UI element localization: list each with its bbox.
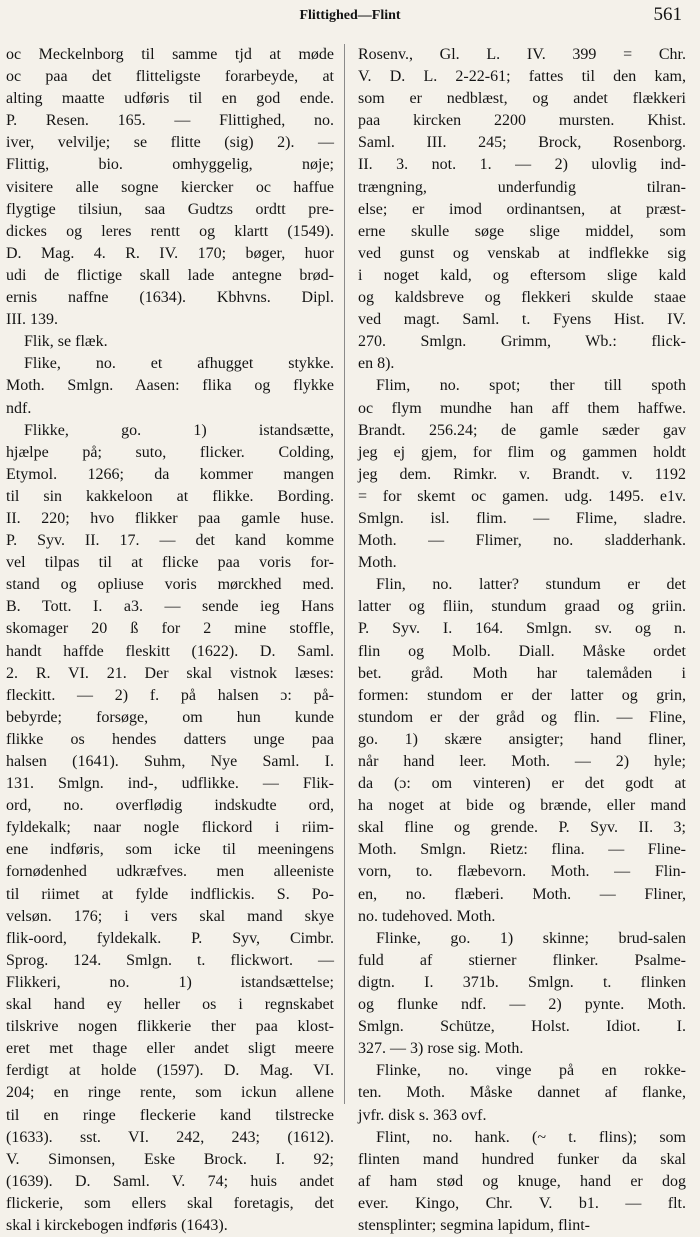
text-line: til en ringe fleckerie kand tilstrecke [6, 1106, 334, 1124]
text-line: P. Syv. I. 164. Smlgn. sv. og n. [358, 620, 686, 638]
text-line: som er nedblæst, og andet flækkeri [358, 90, 686, 108]
text-line: flickerie, som ellers skal foretagis, det [6, 1194, 334, 1212]
text-line: Etymol. 1266; da kommer mangen [6, 465, 334, 483]
text-line: bebyrde; forsøge, om hun kunde [6, 708, 334, 726]
text-line: og flunke ndf. — 2) pynte. Moth. [358, 996, 686, 1014]
text-line: Flike, no. et afhugget stykke. [24, 355, 334, 373]
right-column [358, 44, 686, 1234]
text-line: (1639). D. Saml. V. 74; huis andet [6, 1172, 334, 1190]
text-line: bet. gråd. Moth har talemåden i [358, 664, 686, 682]
text-line: Moth. Smlgn. Rietz: flina. — Fline- [358, 841, 686, 859]
text-line: visitere alle sogne kiercker oc haffue [6, 178, 334, 196]
text-line: flin og Molb. Diall. Måske ordet [358, 642, 686, 660]
text-line: tilskrive nogen flikkerie ther paa klost- [6, 1018, 334, 1036]
text-line: stundom er der gråd og flin. — Fline, [358, 708, 686, 726]
page-number: 561 [653, 4, 682, 25]
text-line: 2. R. VI. 21. Der skal vistnok læses: [6, 664, 334, 682]
text-line: ene indføris, som icke til meeningens [6, 841, 334, 859]
text-line: flygtige tilsiun, saa Gudtzs ordtt pre- [6, 200, 334, 218]
left-column [6, 44, 334, 1234]
text-line: jeg ej gjem, for flim og gammen holdt [358, 443, 686, 461]
text-line: Moth. — Flimer, no. sladderhank. [358, 532, 686, 550]
text-line: fuld af stierner flinker. Psalme- [358, 951, 686, 969]
text-line: 327. — 3) rose sig. Moth. [358, 1040, 524, 1058]
text-line: dickes og leres rentt og klartt (1549). [6, 222, 334, 240]
text-line: vorn, to. flæbevorn. Moth. — Flin- [358, 863, 686, 881]
text-line: III. 139. [6, 311, 58, 329]
text-line: ord, no. overflødig indskudte ord, [6, 797, 334, 815]
running-title: Flittighed—Flint [299, 8, 401, 23]
text-line: en 8). [358, 355, 395, 373]
text-line: Flik, se flæk. [24, 333, 108, 351]
text-line: erne skulle søge slige middel, som [358, 222, 686, 240]
text-line: stensplinter; segmina lapidum, flint- [358, 1216, 590, 1234]
text-line: II. 3. not. 1. — 2) ulovlig ind- [358, 156, 686, 174]
text-line: 270. Smlgn. Grimm, Wb.: flick- [358, 333, 686, 351]
text-line: B. Tott. I. a3. — sende ieg Hans [6, 598, 334, 616]
text-line: alting maatte udføris til en god ende. [6, 90, 334, 108]
text-line: go. 1) skære ansigter; hand fliner, [358, 730, 686, 748]
text-line: vel tilpas til at flicke paa voris for- [6, 554, 334, 572]
text-line: ferdigt at holde (1597). D. Mag. VI. [6, 1062, 334, 1080]
text-line: en, no. flæberi. Moth. — Fliner, [358, 885, 686, 903]
text-line: V. D. L. 2-22-61; fattes til den kam, [358, 68, 686, 86]
text-line: skal i kirckebogen indføris (1643). [6, 1216, 228, 1234]
text-line: Smlgn. isl. flim. — Flime, sladre. [358, 509, 686, 527]
text-line: da (ɔ: om vinteren) er det godt at [358, 775, 686, 793]
text-line: Flinke, no. vinge på en rokke- [376, 1062, 686, 1080]
text-line: Smlgn. Schütze, Holst. Idiot. I. [358, 1018, 686, 1036]
text-line: Flim, no. spot; ther till spoth [376, 377, 686, 395]
text-line: halsen (1641). Suhm, Nye Saml. I. [6, 753, 334, 770]
text-line: digtn. I. 371b. Smlgn. t. flinken [358, 973, 686, 991]
text-line: V. Simonsen, Eske Brock. I. 92; [6, 1150, 334, 1168]
text-line: Rosenv., Gl. L. IV. 399 = Chr. [358, 46, 686, 63]
text-line: 131. Smlgn. ind-, udflikke. — Flik- [6, 775, 334, 793]
text-line: Moth. Smlgn. Aasen: flika og flykke [6, 377, 334, 395]
text-line: Flinke, go. 1) skinne; brud-salen [376, 929, 686, 947]
text-line: skal hand ey heller os i regnskabet [6, 996, 334, 1014]
text-line: ernis naffne (1634). Kbhvns. Dipl. [6, 289, 334, 307]
text-line: jeg dem. Rimkr. v. Brandt. v. 1192 [358, 465, 686, 483]
text-line: velsøn. 176; i vers skal mand skye [6, 907, 334, 925]
text-line: til sin kakkeloon at flikke. Bording. [6, 487, 334, 505]
text-line: ha noget at bide og brænde, eller mand [358, 797, 686, 815]
text-line: flikke os hendes datters unge paa [6, 730, 334, 748]
text-line: fleckitt. — 2) f. på halsen ɔ: på- [6, 686, 334, 704]
text-line: handt haffde fleskitt (1622). D. Saml. [6, 642, 334, 660]
text-line: og kaldsbreve og flekkeri skulde staae [358, 289, 686, 307]
text-line: Flikke, go. 1) istandsætte, [24, 421, 334, 439]
text-line: paa kircken 2200 mursten. Khist. [358, 112, 686, 130]
text-line: flik-oord, fyldekalk. P. Syv, Cimbr. [6, 929, 334, 947]
text-line: P. Resen. 165. — Flittighed, no. [6, 112, 334, 130]
text-line: Brandt. 256.24; de gamle sæder gav [358, 421, 686, 439]
text-line: fyldekalk; naar nogle flickord i riim- [6, 819, 334, 837]
text-line: formen: stundom er der latter og grin, [358, 686, 686, 704]
text-line: Sprog. 124. Smlgn. t. flickwort. — [6, 951, 334, 969]
text-line: af ham stød og knuge, hand er dog [358, 1172, 686, 1190]
text-line: no. tudehoved. Moth. [358, 907, 496, 925]
text-line: oc paa det flitteligste forarbeyde, at [6, 68, 334, 86]
text-line: D. Mag. 4. R. IV. 170; bøger, huor [6, 244, 334, 262]
text-line: Flint, no. hank. (~ t. flins); som [376, 1128, 686, 1146]
text-line: ten. Moth. Måske dannet af flanke, [358, 1084, 686, 1102]
text-line: udi de flictige skall lade antegne brød- [6, 266, 334, 284]
text-line: skal fline og grende. P. Syv. II. 3; [358, 819, 686, 837]
text-line: trængning, underfundig tilran- [358, 178, 686, 196]
text-line: hjælpe på; suto, flicker. Colding, [6, 443, 334, 461]
column-divider [344, 44, 345, 1104]
text-line: ever. Kingo, Chr. V. b1. — flt. [358, 1194, 686, 1212]
text-line: oc flym mundhe han aff them haffwe. [358, 399, 686, 417]
text-line: oc Meckelnborg til samme tjd at møde [6, 46, 334, 63]
text-line: P. Syv. II. 17. — det kand komme [6, 532, 334, 550]
text-line: 204; en ringe rente, som ickun allene [6, 1084, 334, 1102]
text-line: ved magt. Saml. t. Fyens Hist. IV. [358, 311, 686, 329]
text-line: til riimet at fylde indflickis. S. Po- [6, 885, 334, 903]
text-line: ndf. [6, 399, 32, 417]
text-line: (1633). sst. VI. 242, 243; (1612). [6, 1128, 334, 1146]
page-header [0, 4, 700, 32]
text-line: else; er imod ordinantsen, at præst- [358, 200, 686, 218]
text-line: ved gunst og venskab at indflekke sig [358, 244, 686, 262]
text-line: når hand leer. Moth. — 2) hyle; [358, 753, 686, 770]
text-line: Moth. [358, 554, 397, 572]
text-line: skomager 20 ß for 2 mine stoffle, [6, 620, 334, 638]
text-line: Saml. III. 245; Brock, Rosenborg. [358, 134, 686, 152]
text-line: eret met thage eller andet sligt meere [6, 1040, 334, 1058]
text-line: fornødenhed udkræfves. men alleeniste [6, 863, 334, 881]
text-line: jvfr. disk s. 363 ovf. [358, 1106, 487, 1124]
text-line: latter og fliin, stundum graad og griin. [358, 598, 686, 616]
text-line: flinten mand hundred funker da skal [358, 1150, 686, 1168]
text-line: Flikkeri, no. 1) istandsættelse; [6, 973, 334, 991]
text-line: Flin, no. latter? stundum er det [376, 576, 686, 594]
text-line: = for skemt oc gamen. udg. 1495. e1v. [358, 487, 686, 505]
text-line: II. 220; hvo flikker paa gamle huse. [6, 509, 334, 527]
text-line: stand og opliuse voris mørckhed med. [6, 576, 334, 594]
text-line: Flittig, bio. omhyggelig, nøje; [6, 156, 334, 174]
text-line: i noget kald, og eftersom slige kald [358, 266, 686, 284]
text-line: iver, velvilje; se flitte (sig) 2). — [6, 134, 334, 152]
